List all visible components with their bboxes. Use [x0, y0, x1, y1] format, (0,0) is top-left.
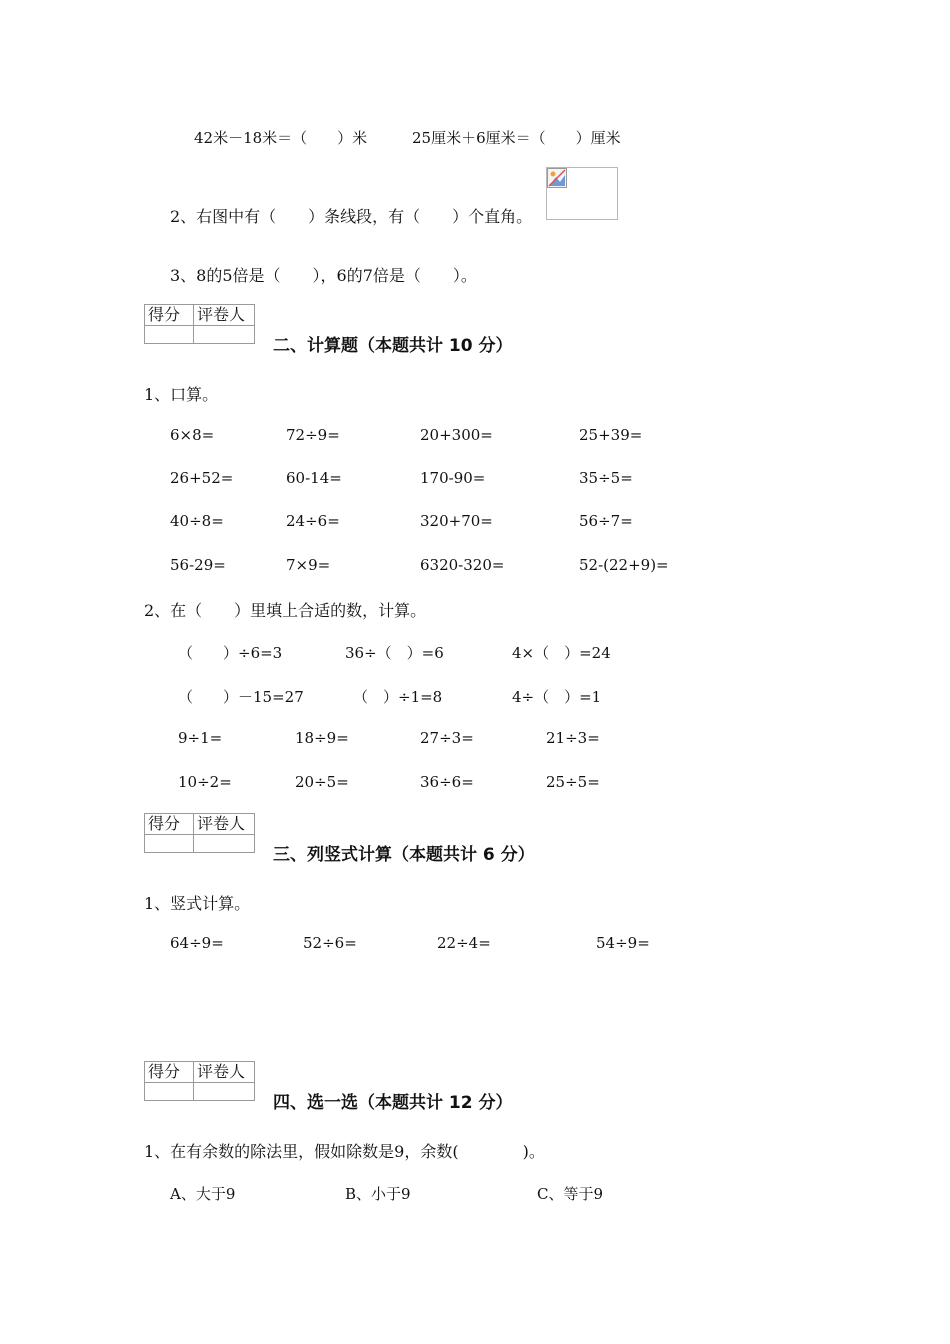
- s2-q2-title: 2、在（ ）里填上合适的数，计算。: [144, 601, 427, 620]
- grader-cell: [194, 1083, 255, 1101]
- calc-item: 25÷5=: [546, 773, 600, 791]
- calc-item: 52÷6=: [303, 934, 357, 952]
- calc-item: 24÷6=: [286, 512, 340, 530]
- score-cell: [145, 835, 194, 853]
- calc-item: 36÷6=: [420, 773, 474, 791]
- calc-item: 21÷3=: [546, 729, 600, 747]
- fill-item: （ ）÷1=8: [353, 688, 443, 706]
- calc-item: 25+39=: [579, 426, 643, 444]
- section-2-title: 二、计算题（本题共计 10 分）: [273, 336, 513, 356]
- option-c: C、等于9: [537, 1185, 604, 1203]
- calc-item: 56÷7=: [579, 512, 633, 530]
- calc-item: 22÷4=: [437, 934, 491, 952]
- grader-label: 评卷人: [194, 305, 255, 326]
- fill-line-right: 25厘米＋6厘米＝（ ）厘米: [412, 129, 621, 147]
- score-label: 得分: [145, 814, 194, 835]
- grader-cell: [194, 326, 255, 344]
- calc-item: 26+52=: [170, 469, 234, 487]
- grader-label: 评卷人: [194, 1062, 255, 1083]
- score-cell: [145, 1083, 194, 1101]
- score-cell: [145, 326, 194, 344]
- calc-item: 40÷8=: [170, 512, 224, 530]
- calc-item: 170-90=: [420, 469, 486, 487]
- s2-q1-title: 1、口算。: [144, 385, 219, 404]
- score-table: [144, 1061, 255, 1101]
- calc-item: 20+300=: [420, 426, 493, 444]
- calc-item: 7×9=: [286, 556, 331, 574]
- s3-q1-title: 1、竖式计算。: [144, 894, 251, 913]
- calc-item: 27÷3=: [420, 729, 474, 747]
- s4-q1-title: 1、在有余数的除法里，假如除数是9，余数( )。: [144, 1142, 545, 1161]
- calc-item: 9÷1=: [178, 729, 223, 747]
- option-a: A、大于9: [170, 1185, 236, 1203]
- calc-item: 60-14=: [286, 469, 342, 487]
- calc-item: 35÷5=: [579, 469, 633, 487]
- calc-item: 6×8=: [170, 426, 215, 444]
- calc-item: 20÷5=: [295, 773, 349, 791]
- calc-item: 6320-320=: [420, 556, 505, 574]
- fill-line-left: 42米－18米＝（ ）米: [194, 129, 368, 147]
- grader-label: 评卷人: [194, 814, 255, 835]
- question-2: 2、右图中有（ ）条线段，有（ ）个直角。: [170, 207, 533, 226]
- calc-item: 18÷9=: [295, 729, 349, 747]
- score-table: [144, 813, 255, 853]
- score-table: [144, 304, 255, 344]
- section-3-title: 三、列竖式计算（本题共计 6 分）: [273, 845, 535, 865]
- section-4-title: 四、选一选（本题共计 12 分）: [273, 1093, 513, 1113]
- fill-item: 36÷（ ）=6: [345, 644, 444, 662]
- calc-item: 320+70=: [420, 512, 493, 530]
- calc-item: 52-(22+9)=: [579, 556, 669, 574]
- grader-cell: [194, 835, 255, 853]
- calc-item: 64÷9=: [170, 934, 224, 952]
- calc-item: 10÷2=: [178, 773, 232, 791]
- question-3: 3、8的5倍是（ ），6的7倍是（ ）。: [170, 266, 477, 285]
- fill-item: （ ）－15=27: [178, 688, 304, 706]
- calc-item: 56-29=: [170, 556, 226, 574]
- score-label: 得分: [145, 1062, 194, 1083]
- fill-item: 4×（ ）=24: [512, 644, 611, 662]
- calc-item: 54÷9=: [596, 934, 650, 952]
- option-b: B、小于9: [345, 1185, 411, 1203]
- figure-image-box: [546, 167, 618, 220]
- score-label: 得分: [145, 305, 194, 326]
- fill-item: 4÷（ ）=1: [512, 688, 602, 706]
- broken-image-icon: [547, 168, 567, 188]
- calc-item: 72÷9=: [286, 426, 340, 444]
- fill-item: （ ）÷6=3: [178, 644, 283, 662]
